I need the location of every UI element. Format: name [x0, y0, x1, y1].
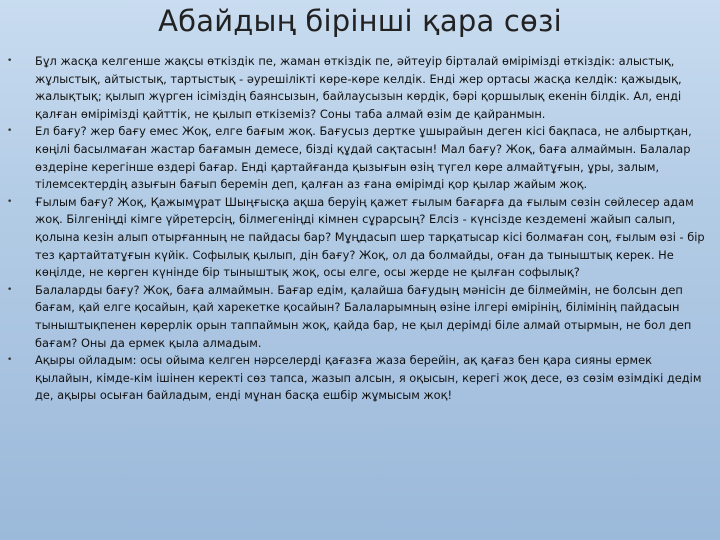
slide-title: Абайдың бірінші қара сөзі [158, 4, 562, 38]
bullet-dot-icon: • [7, 355, 13, 366]
bullet-item [0, 123, 720, 193]
bullet-dot-icon: • [7, 284, 13, 295]
bullet-dot-icon: • [7, 126, 13, 137]
bullet-text: Ақыры ойладым: осы ойыма келген нәрселерді қағазға жаза берейін, ақ қағаз бен қара сияны ермек қылайын, кімде-кім ішінен керекті сөз тапса, жазып алсын, я оқысын, керегі жоқ десе, өз сөзім өзімдікі дедім де, ақыры осыған байладым, енді мұнан басқа ешбір жұмысым жоқ! [35, 353, 702, 403]
bullet-item [0, 282, 720, 352]
bullet-text: Ғылым бағу? Жоқ, Қажымұрат Шыңғысқа ақша беруің қажет ғылым бағарға да ғылым сөзін сөйлесер адам жоқ. Білгеніңді кімге үйретерсің, білмегеніңді кімнен сұрарсың? Елсіз - күнсізде кездемені жайып салып, қолына кезін алып отырғанның не пайдасы бар? Мұңдасып шер тарқатысар кісі болмаған соң, ғылым өзі - бір тез қартайтатұғын күйік. Софылық қылып, дін бағу? Жоқ, ол да болмайды, оған да тыныштық керек. Не көңілде, не көрген күнінде бір тыныштық жоқ, осы елге, осы жерде не қылған софылық? [35, 194, 705, 280]
bullet-item [0, 194, 720, 282]
bullet-text: Бұл жасқа келгенше жақсы өткіздік пе, жаман өткіздік пе, әйтеуір бірталай өмірімізді өткіздік: алыстық, жұлыстық, айтыстық, тартыстық - әурешілікті көре-көре келдік. Енді жер ортасы жасқа келдік: қажыдық, жалықтық; қылып жүрген ісіміздің баянсызын, байлаусызын көрдік, бәрі қоршылық екенін білдік. Ал, енді қалған өмірімізді қайттік, не қылып өткіземіз? Соны таба алмай өзім де қайранмын. [35, 54, 682, 121]
bullet-dot-icon: • [7, 56, 13, 66]
bullet-dot-icon: • [7, 196, 13, 207]
bullet-text: Балаларды бағу? Жоқ, баға алмаймын. Бағар едім, қалайша бағудың мәнісін де білмеймін, не болсын деп бағам, қай елге қосайын, қай харекетке қосайын? Балаларымның өзіне ілгері өмірінің, білімінің пайдасын тыныштықпенен көрерлік орын таппаймын жоқ, қайда бар, не қыл дерімді біле алмай отырмын, не бол деп бағам? Оны да ермек қыла алмадым. [35, 282, 692, 350]
bullet-text: Ел бағу? жер бағу емес Жоқ, елге бағым жоқ. Бағусыз дертке ұшырайын деген кісі бақпаса, не албыртқан, көңілі басылмаған жастар бағамын демесе, бізді құдай сақтасын! Мал бағу? Жоқ, баға алмаймын. Балалар өздеріне керегінше өздері бағар. Енді қартайғанда қызығын өзің түгел көре алмайтұғын, ұры, залым, тілемсектердің азығын бағып беремін деп, қалған аз ғана өмірімді қор қылар жайым жоқ. [35, 124, 692, 192]
bullet-list [0, 53, 720, 405]
bullet-item [0, 53, 720, 123]
bullet-item [0, 352, 720, 405]
